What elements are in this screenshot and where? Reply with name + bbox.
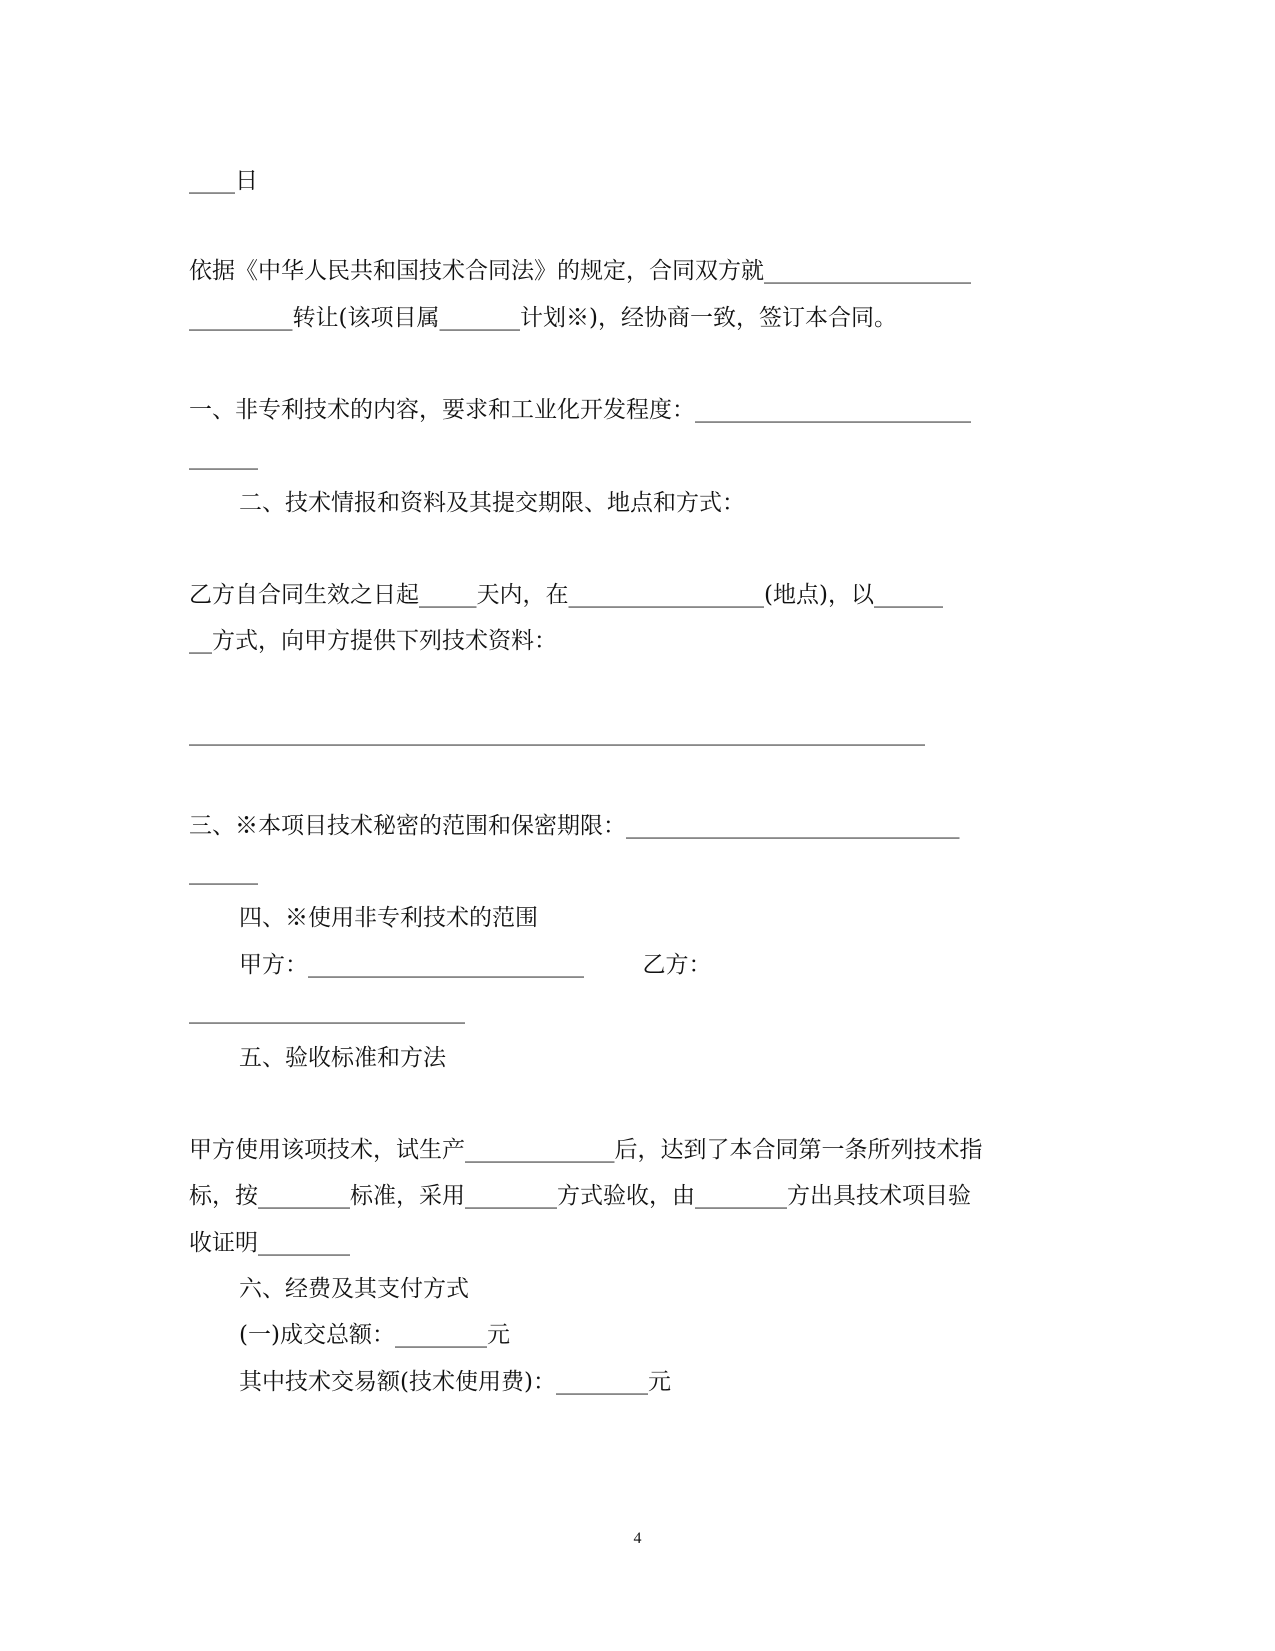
clause-5-text-1: 甲方使用该项技术，试生产_____________后，达到了本合同第一条所列技术指 (189, 1137, 983, 1163)
clause-2-text-1: 乙方自合同生效之日起_____天内，在_________________(地点)，以______ (189, 582, 943, 608)
date-day-line: ____日 (189, 168, 258, 194)
clause-4-blank: ________________________ (189, 998, 465, 1024)
clause-3-blank: ______ (189, 859, 258, 885)
clause-1-heading: 一、非专利技术的内容，要求和工业化开发程度：________________________ (189, 397, 971, 423)
preamble-line-1: 依据《中华人民共和国技术合同法》的规定，合同双方就__________________ (189, 258, 971, 284)
page-number: 4 (633, 1530, 642, 1547)
clause-6-total: (一)成交总额：________元 (239, 1322, 510, 1348)
clause-5-heading: 五、验收标准和方法 (239, 1045, 446, 1071)
clause-2-blank: ________________________________________________________________ (189, 720, 925, 746)
clause-3-heading: 三、※本项目技术秘密的范围和保密期限：_____________________________ (189, 813, 960, 839)
clause-1-blank: ______ (189, 444, 258, 470)
clause-6-heading: 六、经费及其支付方式 (239, 1276, 469, 1302)
clause-5-text-3: 收证明________ (189, 1230, 350, 1256)
clause-4-heading: 四、※使用非专利技术的范围 (239, 905, 538, 931)
clause-4-parties: 甲方：________________________ 乙方： (239, 952, 712, 978)
clause-2-text-2: __方式，向甲方提供下列技术资料： (189, 628, 557, 654)
clause-6-fee: 其中技术交易额(技术使用费)：________元 (239, 1369, 671, 1395)
clause-5-text-2: 标，按________标准，采用________方式验收，由________方出具技术项目验 (189, 1183, 971, 1209)
preamble-line-2: _________转让(该项目属_______计划※)，经协商一致，签订本合同。 (189, 305, 897, 331)
clause-2-heading: 二、技术情报和资料及其提交期限、地点和方式： (239, 490, 745, 516)
